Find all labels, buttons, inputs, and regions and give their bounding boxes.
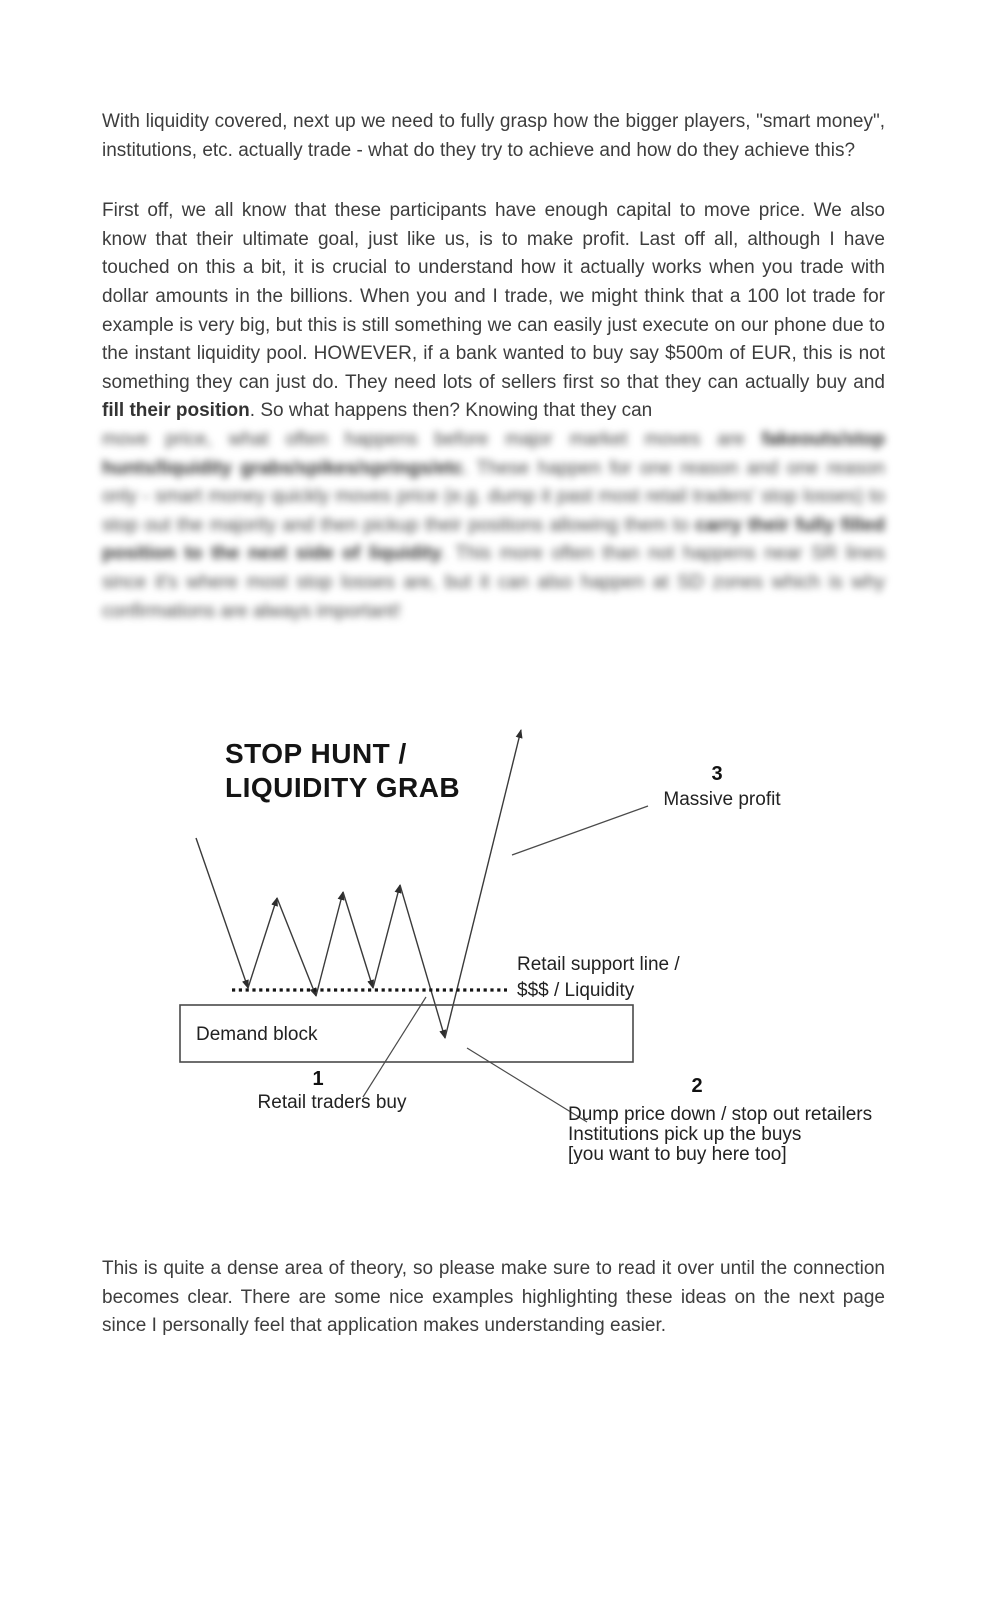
step3-number: 3 [711, 763, 723, 785]
stop-hunt-diagram [0, 690, 1005, 1170]
paragraph-2-bold-phrase: fill their position [102, 400, 250, 422]
step2-number: 2 [691, 1075, 703, 1097]
support-label-line1: Retail support line / [517, 954, 680, 975]
step3-label: Massive profit [663, 789, 781, 810]
price-zigzag-line [196, 838, 445, 1038]
bottom-text-block [102, 1255, 885, 1341]
blurred-text-2: . These happen for one reason and one reason only - smart money quickly moves price (e.g. dump it past most retail traders' stop losses) to stop out the majority and then pickup their positions allowing them to [102, 457, 885, 536]
demand-block-label: Demand block [196, 1024, 318, 1045]
step2-label-line1: Dump price down / stop out retailers [568, 1104, 873, 1125]
support-label-line2: $$$ / Liquidity [517, 980, 635, 1001]
blurred-text-3: . This more often than not happens near SR lines since it's where most stop losses are, but it can also happen at SD zones which is why confirmations are always important! [102, 543, 885, 622]
blurred-bold-1: fakeouts/stop hunts/liquidity grabs/spikes/springs/etc [102, 428, 885, 479]
diagram-title-line2: LIQUIDITY GRAB [225, 772, 461, 803]
step2-label-line2: Institutions pick up the buys [568, 1124, 802, 1145]
step2-label-line3: [you want to buy here too] [568, 1144, 787, 1165]
paragraph-1: With liquidity covered, next up we need to fully grasp how the bigger players, "smart money", institutions, etc. actually trade - what do they try to achieve and how do they achieve this? [102, 111, 885, 161]
top-text-block [102, 108, 885, 626]
pointer-line-step3 [512, 806, 648, 855]
paragraph-3: This is quite a dense area of theory, so please make sure to read it over until the connection becomes clear. There are some nice examples highlighting these ideas on the next page since I personally feel that application makes understanding easier. [102, 1258, 885, 1337]
blurred-bold-2: carry their fully filled position to the next side of liquidity [102, 514, 885, 565]
blurred-text-1: move price, what often happens before major market moves are [102, 428, 762, 450]
pointer-line-step1 [363, 997, 426, 1097]
paragraph-2-text-end: . So what happens then? Knowing that they can [249, 400, 653, 422]
blurred-paragraph [102, 426, 885, 626]
diagram-title-line1: STOP HUNT / [225, 738, 407, 769]
paragraph-2 [102, 197, 885, 426]
step1-label: Retail traders buy [257, 1092, 407, 1113]
step1-number: 1 [312, 1068, 324, 1090]
paragraph-2-text: First off, we all know that these participants have enough capital to move price. We also know that their ultimate goal, just like us, is to make profit. Last off all, although I have touched on this a bit, it is crucial to understand how it actually works when you trade with dollar amounts in the billions. When you and I trade, we might think that a 100 lot trade for example is very big, but this is still something we can easily just execute on our phone due to the instant liquidity pool. HOWEVER, if a bank wanted to buy say $500m of EUR, this is not something they can just do. They need lots of sellers first so that they can actually buy and [102, 200, 885, 393]
